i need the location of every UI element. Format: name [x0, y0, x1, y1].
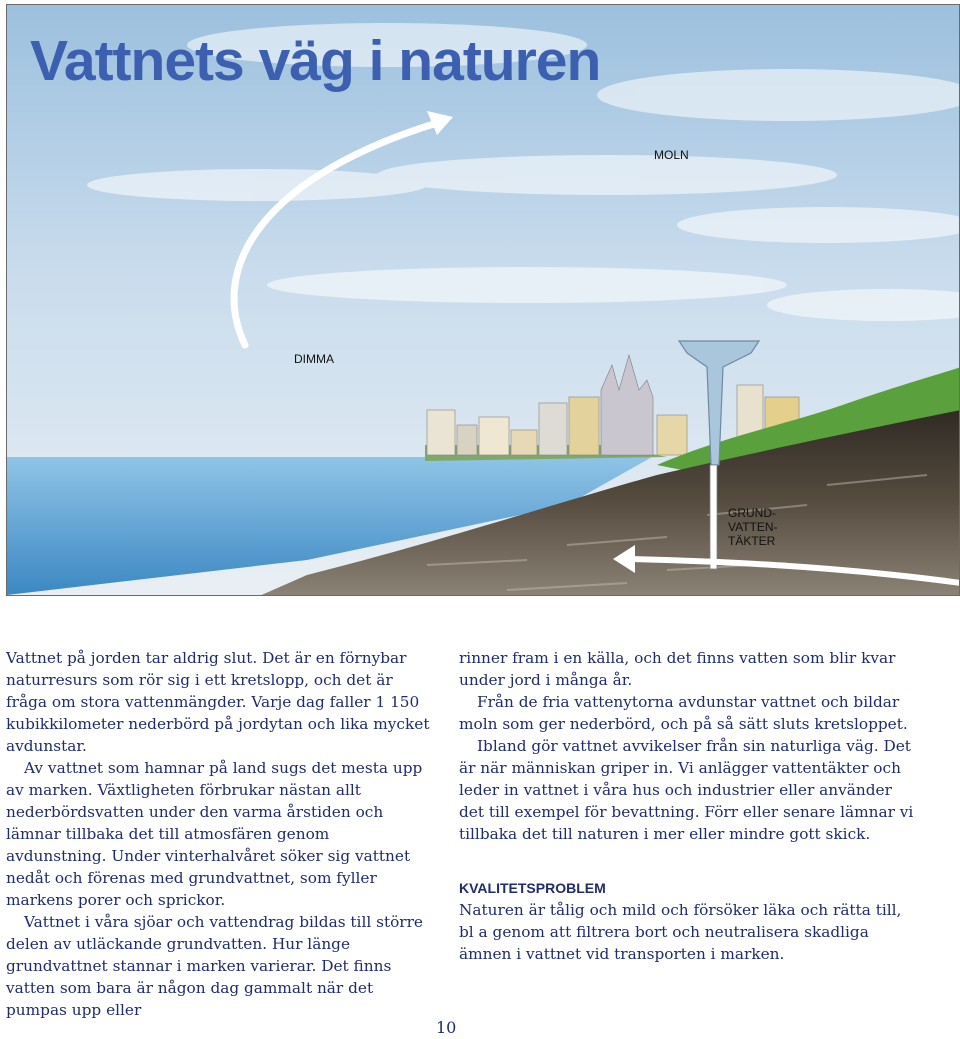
right-text-column	[459, 647, 919, 965]
label-grundvattentakter-line: VATTEN-	[728, 520, 778, 534]
page-title: Vattnets väg i naturen	[30, 29, 601, 93]
label-grundvattentakter-line: TÄKTER	[728, 534, 776, 548]
label-moln: MOLN	[654, 148, 689, 162]
section-heading: KVALITETSPROBLEM	[459, 880, 606, 896]
label-grundvattentakter	[728, 506, 778, 548]
paragraph: Från de fria vattenytorna avdunstar vattnet och bildar moln som ger nederbörd, och på så sätt sluts kretsloppet.	[459, 693, 908, 733]
left-text-column	[6, 647, 432, 1021]
paragraph: Vattnet i våra sjöar och vattendrag bildas till större delen av utläckande grundvatten. Hur länge grundvattnet stannar i marken varierar. Det finns vatten som bara är någon dag gammalt när det pumpas upp eller	[6, 913, 423, 1019]
paragraph: Ibland gör vattnet avvikelser från sin naturliga väg. Det är när människan griper in. Vi anlägger vattentäkter och leder in vattnet i våra hus och industrier eller använder det till exempel för bevattning. Förr eller senare lämnar vi tillbaka det till naturen i mer eller mindre gott skick.	[459, 737, 914, 843]
page-number: 10	[436, 1018, 457, 1037]
label-grundvattentakter-line: GRUND-	[728, 506, 776, 520]
paragraph: Naturen är tålig och mild och försöker läka och rätta till, bl a genom att filtrera bort och neutralisera skadliga ämnen i vattnet vid transporten i marken.	[459, 901, 902, 963]
paragraph: Av vattnet som hamnar på land sugs det mesta upp av marken. Växtligheten förbrukar nästan allt nederbördsvatten under den varma årstiden och lämnar tillbaka det till atmosfären genom avdunstning. Under vinterhalvåret söker sig vattnet nedåt och förenas med grundvattnet, som fyller markens porer och sprickor.	[6, 759, 423, 909]
label-dimma: DIMMA	[294, 352, 334, 366]
paragraph: rinner fram i en källa, och det finns vatten som blir kvar under jord i många år.	[459, 649, 896, 689]
paragraph: Vattnet på jorden tar aldrig slut. Det är en förnybar naturresurs som rör sig i ett kretslopp, och det är fråga om stora vattenmängder. Varje dag faller 1 150 kubikkilometer nederbörd på jordytan och lika mycket avdunstar.	[6, 649, 430, 755]
